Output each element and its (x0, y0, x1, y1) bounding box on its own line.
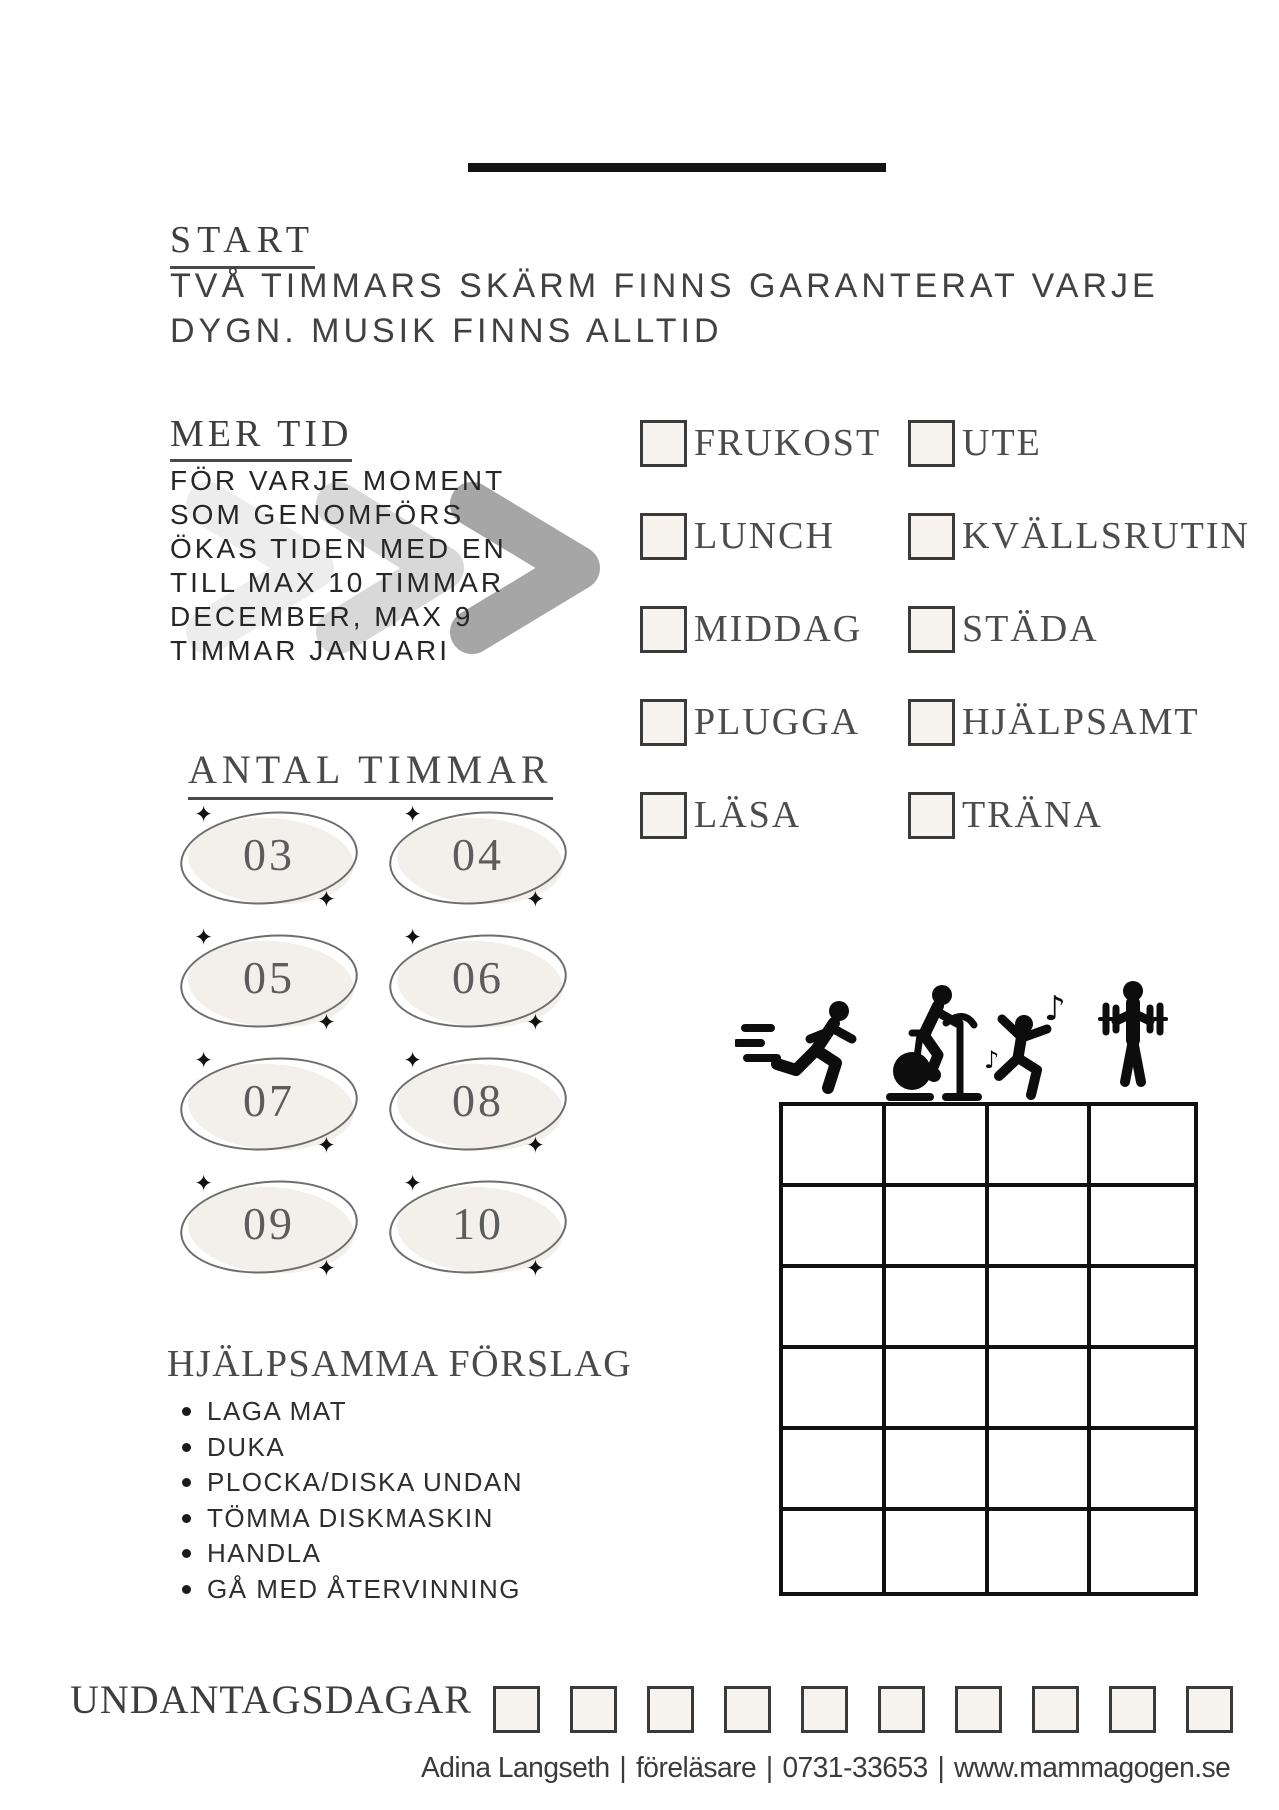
checkbox-lasa[interactable] (640, 792, 687, 839)
sparkle-icon: ✦ (316, 1010, 336, 1036)
exception-day-checkbox[interactable] (647, 1686, 694, 1733)
sparkle-icon: ✦ (316, 1133, 336, 1159)
top-divider-bar (468, 163, 886, 172)
activity-grid-cell[interactable] (989, 1187, 1092, 1268)
mer-tid-line: ÖKAS TIDEN MED EN (170, 533, 507, 564)
activity-grid-cell[interactable] (783, 1349, 886, 1430)
checklist-row (640, 420, 1250, 467)
activity-grid-cell[interactable] (1091, 1106, 1194, 1187)
activity-grid-cell[interactable] (886, 1187, 989, 1268)
bullet-icon (182, 1407, 191, 1416)
checkbox-plugga[interactable] (640, 699, 687, 746)
dancing-icon (984, 992, 1076, 1100)
start-heading: START (170, 218, 315, 269)
activity-grid-cell[interactable] (783, 1268, 886, 1349)
start-paragraph (170, 264, 1250, 354)
exception-day-checkbox[interactable] (801, 1686, 848, 1733)
footer (421, 1752, 1230, 1785)
checklist-row (640, 513, 1250, 560)
activity-grid-cell[interactable] (783, 1187, 886, 1268)
suggestion-text: TÖMMA DISKMASKIN (207, 1502, 494, 1533)
checkbox-middag[interactable] (640, 606, 687, 653)
undantagsdagar-label: UNDANTAGSDAGAR (70, 1677, 472, 1722)
activity-grid-cell[interactable] (783, 1430, 886, 1511)
suggestion-text: HANDLA (207, 1538, 322, 1569)
checkbox-label: LUNCH (694, 515, 835, 557)
activity-grid-cell[interactable] (783, 1106, 886, 1187)
checkbox-label: MIDDAG (694, 608, 863, 650)
activity-grid-cell[interactable] (886, 1511, 989, 1592)
exception-day-checkbox[interactable] (878, 1686, 925, 1733)
activity-grid (779, 1102, 1198, 1596)
mer-tid-line: SOM GENOMFÖRS (170, 499, 465, 530)
hours-option-08[interactable] (389, 1048, 567, 1159)
start-paragraph-line2: DYGN. MUSIK FINNS ALLTID (170, 312, 723, 350)
mer-tid-paragraph (170, 464, 640, 668)
activity-grid-cell[interactable] (989, 1268, 1092, 1349)
footer-website: www.mammagogen.se (954, 1752, 1231, 1784)
activity-grid-cell[interactable] (1091, 1430, 1194, 1511)
hours-option-04[interactable] (389, 802, 567, 913)
sparkle-icon: ✦ (525, 1256, 545, 1282)
exception-day-checkbox[interactable] (1109, 1686, 1156, 1733)
footer-name: Adina Langseth (421, 1752, 610, 1784)
activity-grid-cell[interactable] (783, 1511, 886, 1592)
sparkle-icon: ✦ (403, 802, 423, 828)
bullet-icon (182, 1443, 191, 1452)
sparkle-icon: ✦ (525, 887, 545, 913)
exception-day-checkbox[interactable] (493, 1686, 540, 1733)
checkbox-label: UTE (962, 422, 1042, 464)
activity-grid-cell[interactable] (1091, 1187, 1194, 1268)
activity-grid-cell[interactable] (1091, 1511, 1194, 1592)
hours-options (180, 802, 600, 1292)
bullet-icon (182, 1514, 191, 1523)
exception-day-checkbox[interactable] (570, 1686, 617, 1733)
activity-grid-cell[interactable] (989, 1430, 1092, 1511)
suggestion-text: LAGA MAT (207, 1396, 348, 1427)
exception-day-checkbox[interactable] (1186, 1686, 1233, 1733)
sparkle-icon: ✦ (403, 1048, 423, 1074)
list-item (182, 1430, 523, 1466)
checklist-row (640, 699, 1250, 746)
exception-day-checkbox[interactable] (724, 1686, 771, 1733)
checkbox-hjalpsamt[interactable] (908, 699, 955, 746)
activity-grid-cell[interactable] (1091, 1349, 1194, 1430)
suggestions-heading: HJÄLPSAMMA FÖRSLAG (167, 1343, 633, 1385)
activity-grid-cell[interactable] (989, 1106, 1092, 1187)
hours-value: 04 (452, 829, 504, 880)
mer-tid-line: DECEMBER, MAX 9 (170, 601, 474, 632)
activity-grid-cell[interactable] (886, 1430, 989, 1511)
hours-value: 05 (243, 952, 295, 1003)
hours-option-09[interactable] (180, 1171, 358, 1282)
checkbox-label: LÄSA (694, 794, 802, 836)
suggestion-text: PLOCKA/DISKA UNDAN (207, 1467, 523, 1498)
footer-role: föreläsare (635, 1752, 757, 1784)
activity-grid-cell[interactable] (1091, 1268, 1194, 1349)
hours-option-10[interactable] (389, 1171, 567, 1282)
footer-separator: | (619, 1752, 627, 1784)
footer-separator: | (765, 1752, 773, 1784)
hours-value: 07 (243, 1075, 295, 1126)
mer-tid-line: TILL MAX 10 TIMMAR (170, 567, 505, 598)
footer-phone: 0731-33653 (782, 1752, 928, 1784)
list-item (182, 1572, 523, 1608)
hours-value: 09 (243, 1198, 295, 1249)
checklist-row (640, 606, 1250, 653)
activity-checklist (640, 420, 1250, 885)
start-paragraph-line1: TVÅ TIMMARS SKÄRM FINNS GARANTERAT VARJE (170, 267, 1159, 305)
exception-day-checkbox[interactable] (955, 1686, 1002, 1733)
suggestion-text: DUKA (207, 1431, 286, 1462)
hours-option-06[interactable] (389, 925, 567, 1036)
sparkle-icon: ✦ (525, 1010, 545, 1036)
hours-option-03[interactable] (180, 802, 358, 913)
activity-grid-cell[interactable] (989, 1349, 1092, 1430)
activity-grid-cell[interactable] (886, 1268, 989, 1349)
sparkle-icon: ✦ (316, 1256, 336, 1282)
list-item (182, 1536, 523, 1572)
bullet-icon (182, 1585, 191, 1594)
hours-value: 06 (452, 952, 504, 1003)
hours-value: 08 (452, 1075, 504, 1126)
music-note-icon: ♪ (1044, 992, 1066, 1029)
music-note-icon: ♪ (984, 1046, 1000, 1074)
hours-value: 10 (452, 1198, 504, 1249)
sparkle-icon: ✦ (194, 1048, 214, 1074)
bullet-icon (182, 1549, 191, 1558)
antal-timmar-heading: ANTAL TIMMAR (188, 746, 553, 800)
sparkle-icon: ✦ (316, 887, 336, 913)
sparkle-icon: ✦ (525, 1133, 545, 1159)
checkbox-kvallsrutin[interactable] (908, 513, 955, 560)
sparkle-icon: ✦ (194, 925, 214, 951)
undantagsdagar-boxes (493, 1686, 1233, 1733)
checkbox-label: PLUGGA (694, 701, 861, 743)
hours-value: 03 (243, 829, 295, 880)
suggestion-text: GÅ MED ÅTERVINNING (207, 1573, 522, 1604)
activity-grid-cell[interactable] (886, 1349, 989, 1430)
suggestions-list (182, 1394, 523, 1607)
hours-option-07[interactable] (180, 1048, 358, 1159)
checkbox-label: TRÄNA (962, 794, 1103, 836)
sparkle-icon: ✦ (403, 925, 423, 951)
mer-tid-line: TIMMAR JANUARI (170, 635, 450, 666)
list-item (182, 1394, 523, 1430)
checkbox-label: HJÄLPSAMT (962, 701, 1200, 743)
weightlifting-icon (1094, 980, 1172, 1093)
sparkle-icon: ✦ (194, 1171, 214, 1197)
exception-day-checkbox[interactable] (1032, 1686, 1079, 1733)
hours-option-05[interactable] (180, 925, 358, 1036)
footer-separator: | (937, 1752, 945, 1784)
checkbox-lunch[interactable] (640, 513, 687, 560)
checklist-row (640, 792, 1250, 839)
checkbox-label: STÄDA (962, 608, 1099, 650)
sparkle-icon: ✦ (194, 802, 214, 828)
running-icon (735, 998, 875, 1095)
activity-grid-cell[interactable] (989, 1511, 1092, 1592)
checkbox-ute[interactable] (908, 420, 955, 467)
list-item (182, 1465, 523, 1501)
checkbox-frukost[interactable] (640, 420, 687, 467)
checkbox-label: KVÄLLSRUTIN (962, 515, 1250, 557)
checkbox-trana[interactable] (908, 792, 955, 839)
checkbox-label: FRUKOST (694, 422, 882, 464)
checkbox-stada[interactable] (908, 606, 955, 653)
mer-tid-line: FÖR VARJE MOMENT (170, 465, 506, 496)
list-item (182, 1501, 523, 1537)
mer-tid-heading: MER TID (170, 412, 352, 462)
bullet-icon (182, 1478, 191, 1487)
sparkle-icon: ✦ (403, 1171, 423, 1197)
exercise-bike-icon (878, 983, 986, 1105)
activity-grid-cell[interactable] (886, 1106, 989, 1187)
